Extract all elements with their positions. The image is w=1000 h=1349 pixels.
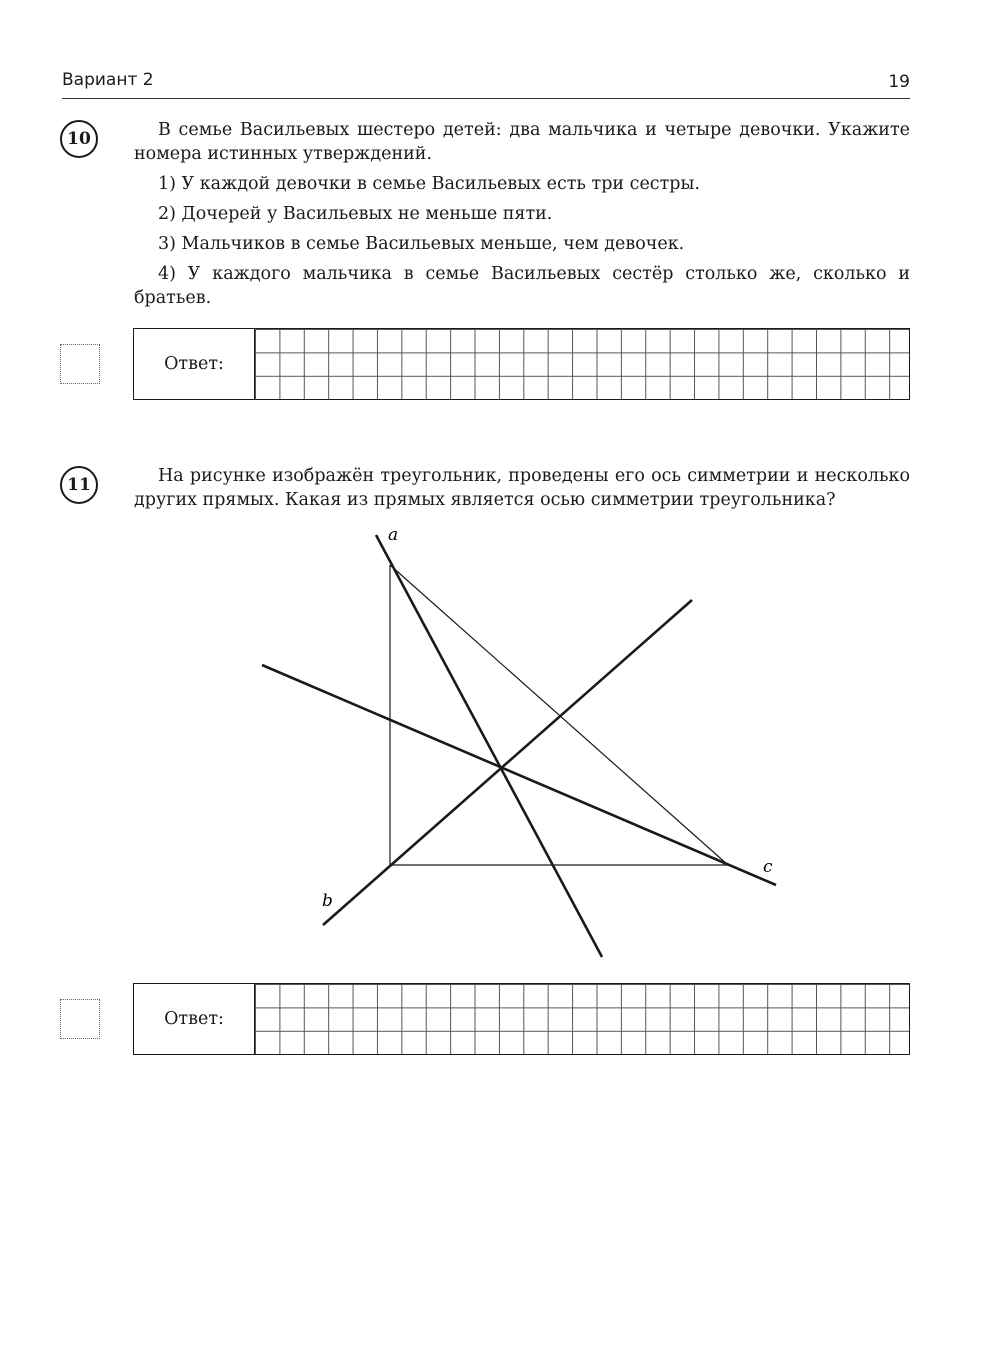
score-box-10 xyxy=(60,344,100,384)
answer-label-11: Ответ: xyxy=(134,984,255,1054)
label-a: a xyxy=(388,525,399,545)
answer-box-10[interactable] xyxy=(133,328,910,400)
page-header xyxy=(62,70,910,99)
question-10-item-2: 2) Дочерей у Васильевых не меньше пяти. xyxy=(158,204,553,224)
question-10-item-4: 4) У каждого мальчика в семье Васильевых сестёр столько же, сколько и братьев. xyxy=(134,264,910,308)
triangle-figure xyxy=(0,520,1000,970)
answer-box-11[interactable] xyxy=(133,983,910,1055)
question-10-item-3: 3) Мальчиков в семье Васильевых меньше, чем девочек. xyxy=(158,234,685,254)
line-a xyxy=(376,535,602,957)
question-10-item-1: 1) У каждой девочки в семье Васильевых есть три сестры. xyxy=(158,174,700,194)
question-11-number: 11 xyxy=(60,466,98,504)
answer-label-10: Ответ: xyxy=(134,329,255,399)
answer-grid-10[interactable] xyxy=(255,329,909,399)
question-11-text xyxy=(134,464,910,512)
score-box-11 xyxy=(60,999,100,1039)
label-b: b xyxy=(322,891,333,911)
question-10-text xyxy=(134,118,910,310)
question-11-prompt: На рисунке изображён треугольник, проведены его ось симметрии и несколько других прямых. Какая из прямых является осью симметрии треугольника? xyxy=(134,466,910,510)
variant-label: Вариант 2 xyxy=(62,70,154,90)
line-b xyxy=(323,600,692,925)
line-c xyxy=(262,665,776,885)
page-number: 19 xyxy=(888,72,910,92)
question-10-number: 10 xyxy=(60,120,98,158)
question-10-intro: В семье Васильевых шестеро детей: два мальчика и четыре девочки. Укажите номера истинных утверждений. xyxy=(134,120,910,164)
answer-grid-11[interactable] xyxy=(255,984,909,1054)
label-c: c xyxy=(763,857,773,877)
